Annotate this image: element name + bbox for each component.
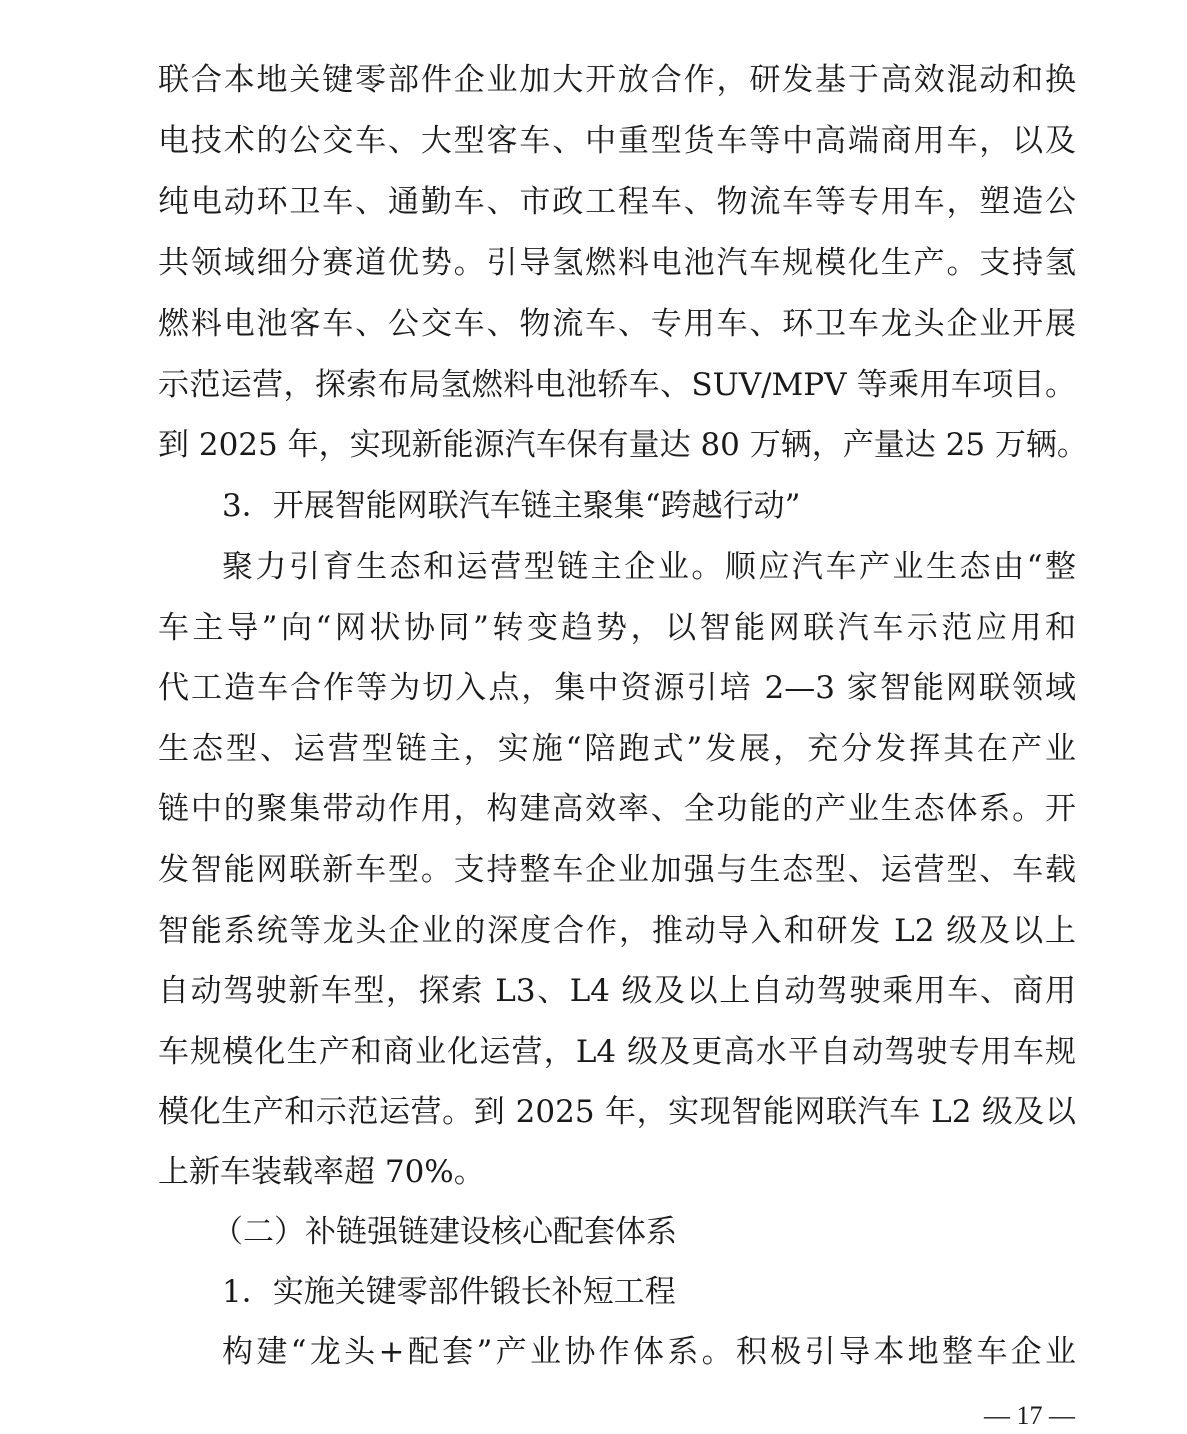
text-line-2: 电技术的公交车、大型客车、中重型货车等中高端商用车，以及 (158, 123, 1076, 159)
text-line-3: 纯电动环卫车、通勤车、市政工程车、物流车等专用车，塑造公 (158, 184, 1076, 220)
text-line-13: 链中的聚集带动作用，构建高效率、全功能的产业生态体系。开 (158, 791, 1076, 827)
text-line-16: 自动驾驶新车型，探索 L3、L4 级及以上自动驾驶乘用车、商用 (158, 973, 1076, 1009)
text-line-18: 模化生产和示范运营。到 2025 年，实现智能网联汽车 L2 级及以 (158, 1094, 1076, 1130)
section-heading-1: 1．实施关键零部件锻长补短工程 (222, 1274, 676, 1310)
text-line-1: 联合本地关键零部件企业加大开放合作，研发基于高效混动和换 (158, 62, 1076, 98)
text-line-19: 上新车装载率超 70%。 (158, 1154, 485, 1190)
text-line-4: 共领域细分赛道优势。引导氢燃料电池汽车规模化生产。支持氢 (158, 245, 1076, 281)
text-line-6: 示范运营，探索布局氢燃料电池轿车、SUV/MPV 等乘用车项目。 (158, 367, 1076, 403)
section-heading-3: 3．开展智能网联汽车链主聚集“跨越行动” (222, 488, 801, 524)
text-line-12: 生态型、运营型链主，实施“陪跑式”发展，充分发挥其在产业 (158, 731, 1076, 767)
text-line-5: 燃料电池客车、公交车、物流车、专用车、环卫车龙头企业开展 (158, 306, 1076, 342)
text-line-14: 发智能网联新车型。支持整车企业加强与生态型、运营型、车载 (158, 852, 1076, 888)
text-line-15: 智能系统等龙头企业的深度合作，推动导入和研发 L2 级及以上 (158, 913, 1076, 949)
text-line-17: 车规模化生产和商业化运营，L4 级及更高水平自动驾驶专用车规 (158, 1034, 1076, 1070)
text-line-7: 到 2025 年，实现新能源汽车保有量达 80 万辆，产量达 25 万辆。 (158, 427, 1088, 463)
text-line-22: 构建“龙头+配套”产业协作体系。积极引导本地整车企业 (222, 1334, 1076, 1370)
page-number: — 17 — (984, 1401, 1075, 1430)
text-line-11: 代工造车合作等为切入点，集中资源引培 2—3 家智能网联领域 (158, 670, 1076, 706)
text-line-9: 聚力引育生态和运营型链主企业。顺应汽车产业生态由“整 (222, 549, 1076, 585)
section-heading-2: （二）补链强链建设核心配套体系 (212, 1214, 677, 1250)
text-line-10: 车主导”向“网状协同”转变趋势，以智能网联汽车示范应用和 (158, 610, 1076, 646)
